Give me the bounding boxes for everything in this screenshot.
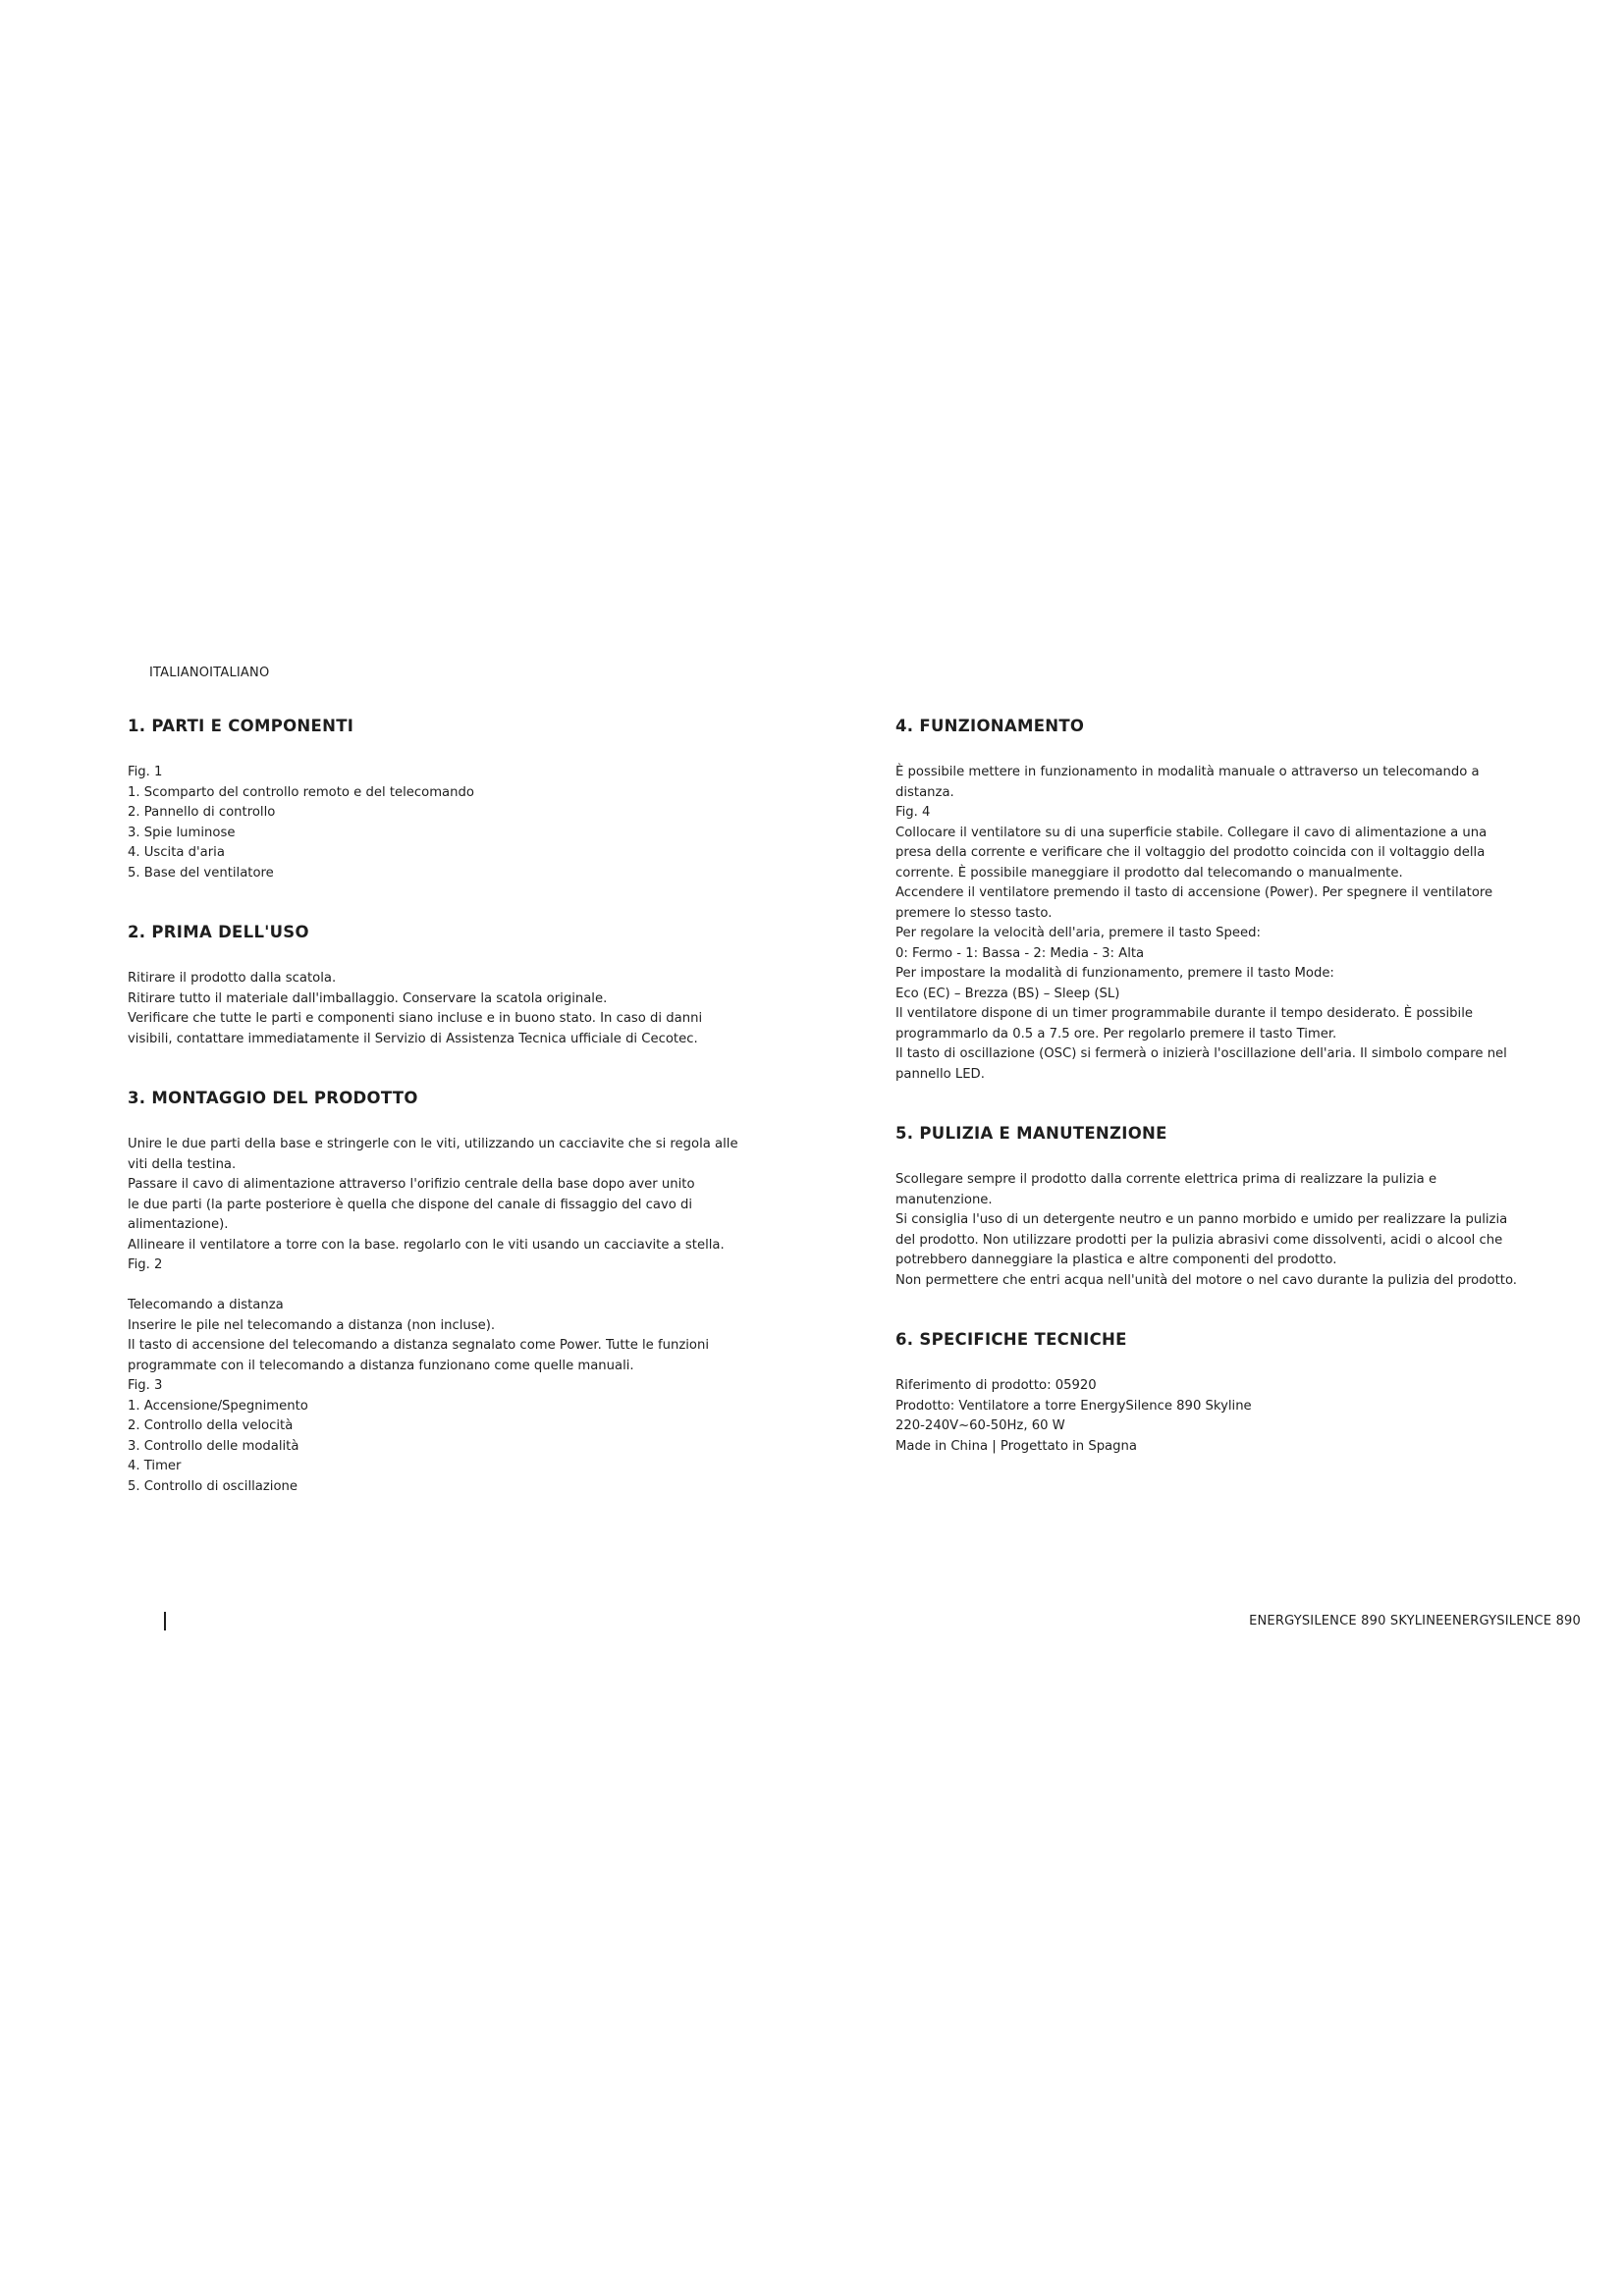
text-line: Verificare che tutte le parti e componenti siano incluse e in buono stato. In caso di danni: [128, 1011, 703, 1026]
text-line: Fig. 2: [128, 1257, 163, 1272]
text-line: 4. Uscita d'aria: [128, 845, 225, 860]
text-line: 1. Scomparto del controllo remoto e del telecomando: [128, 784, 474, 800]
text-line: distanza.: [895, 784, 954, 800]
text-line: alimentazione).: [128, 1217, 229, 1232]
text-line: 3. Spie luminose: [128, 825, 236, 840]
text-line: 2. Controllo della velocità: [128, 1418, 294, 1433]
text-line: 1. Accensione/Spegnimento: [128, 1398, 308, 1414]
section-title: 4. FUNZIONAMENTO: [895, 717, 1085, 735]
text-line: 5. Base del ventilatore: [128, 865, 274, 881]
text-line: 0: Fermo - 1: Bassa - 2: Media - 3: Alta: [895, 945, 1145, 961]
text-line: corrente. È possibile maneggiare il prodotto dal telecomando o manualmente.: [895, 865, 1403, 881]
text-line: Fig. 1: [128, 765, 163, 779]
section: [895, 1122, 1517, 1291]
text-line: presa della corrente e verificare che il voltaggio del prodotto coincida con il voltaggio della: [895, 845, 1486, 860]
text-line: Scollegare sempre il prodotto dalla corrente elettrica prima di realizzare la pulizia e: [895, 1172, 1437, 1187]
text-line: viti della testina.: [128, 1156, 237, 1172]
text-line: Passare il cavo di alimentazione attraverso l'orifizio centrale della base dopo aver unito: [128, 1177, 695, 1192]
section: [895, 715, 1514, 1085]
text-line: Si consiglia l'uso di un detergente neutro e un panno morbido e umido per realizzare la pulizia: [895, 1212, 1508, 1227]
text-line: Inserire le pile nel telecomando a distanza (non incluse).: [128, 1317, 496, 1333]
text-line: Il ventilatore dispone di un timer programmabile durante il tempo desiderato. È possibile: [895, 1006, 1473, 1021]
text-line: premere lo stesso tasto.: [895, 905, 1053, 921]
section-title: 6. SPECIFICHE TECNICHE: [895, 1330, 1127, 1349]
text-line: visibili, contattare immediatamente il Servizio di Assistenza Tecnica ufficiale di Cecotec.: [128, 1031, 698, 1046]
text-line: Per regolare la velocità dell'aria, premere il tasto Speed:: [895, 926, 1261, 940]
text-line: 3. Controllo delle modalità: [128, 1438, 299, 1454]
text-line: del prodotto. Non utilizzare prodotti per la pulizia abrasivi come dissolventi, acidi o alcool che: [895, 1232, 1503, 1248]
text-line: Il tasto di accensione del telecomando a distanza segnalato come Power. Tutte le funzioni: [128, 1338, 710, 1353]
text-line: manutenzione.: [895, 1192, 993, 1207]
text-line: Prodotto: Ventilatore a torre EnergySilence 890 Skyline: [895, 1398, 1252, 1414]
text-line: Unire le due parti della base e stringerle con le viti, utilizzando un cacciavite che si regola alle: [128, 1137, 738, 1151]
text-line: Non permettere che entri acqua nell'unità del motore o nel cavo durante la pulizia del prodotto.: [895, 1272, 1517, 1288]
text-line: 5. Controllo di oscillazione: [128, 1478, 298, 1494]
text-line: 4. Timer: [128, 1459, 182, 1473]
section: [128, 1087, 746, 1497]
text-line: Fig. 4: [895, 805, 931, 820]
text-line: Ritirare il prodotto dalla scatola.: [128, 971, 337, 986]
section-title: 2. PRIMA DELL'USO: [128, 923, 309, 941]
section: [128, 921, 746, 1049]
text-line: programmate con il telecomando a distanza funzionano come quelle manuali.: [128, 1358, 634, 1373]
text-line: 220-240V~60-50Hz, 60 W: [895, 1418, 1065, 1433]
text-line: Riferimento di prodotto: 05920: [895, 1378, 1097, 1393]
text-line: Fig. 3: [128, 1378, 163, 1393]
text-line: Collocare il ventilatore su di una superficie stabile. Collegare il cavo di alimentazione a una: [895, 825, 1488, 840]
section-title: 5. PULIZIA E MANUTENZIONE: [895, 1124, 1167, 1143]
text-line: Accendere il ventilatore premendo il tasto di accensione (Power). Per spegnere il ventilatore: [895, 885, 1493, 900]
right-column: [895, 715, 1517, 1494]
text-line: Allineare il ventilatore a torre con la base. regolarlo con le viti usando un cacciavite a stella.: [128, 1237, 725, 1253]
text-line: potrebbero danneggiare la plastica e altre componenti del prodotto.: [895, 1253, 1337, 1267]
language-header: ITALIANOITALIANO: [149, 666, 270, 680]
text-line: Telecomando a distanza: [128, 1298, 284, 1312]
section-title: 1. PARTI E COMPONENTI: [128, 717, 354, 735]
section: [128, 715, 746, 883]
text-line: Eco (EC) – Brezza (BS) – Sleep (SL): [895, 986, 1120, 1001]
text-line: Ritirare tutto il materiale dall'imballaggio. Conservare la scatola originale.: [128, 990, 608, 1006]
page-marker-bar: [164, 1612, 166, 1630]
text-line: le due parti (la parte posteriore è quella che dispone del canale di fissaggio del cavo di: [128, 1197, 693, 1212]
section-title: 3. MONTAGGIO DEL PRODOTTO: [128, 1089, 418, 1107]
text-line: È possibile mettere in funzionamento in modalità manuale o attraverso un telecomando a: [895, 765, 1480, 779]
text-line: Made in China | Progettato in Spagna: [895, 1438, 1137, 1454]
text-line: pannello LED.: [895, 1066, 985, 1082]
footer-product-name: ENERGYSILENCE 890 SKYLINEENERGYSILENCE 890: [1249, 1614, 1581, 1629]
paragraph-gap: [128, 1276, 746, 1297]
text-line: programmarlo da 0.5 a 7.5 ore. Per regolarlo premere il tasto Timer.: [895, 1026, 1337, 1041]
left-column: [128, 715, 746, 1534]
text-line: 2. Pannello di controllo: [128, 805, 276, 820]
section: [895, 1328, 1514, 1457]
text-line: Per impostare la modalità di funzionamento, premere il tasto Mode:: [895, 966, 1334, 981]
text-line: Il tasto di oscillazione (OSC) si fermerà o inizierà l'oscillazione dell'aria. Il simbolo compare nel: [895, 1046, 1507, 1061]
